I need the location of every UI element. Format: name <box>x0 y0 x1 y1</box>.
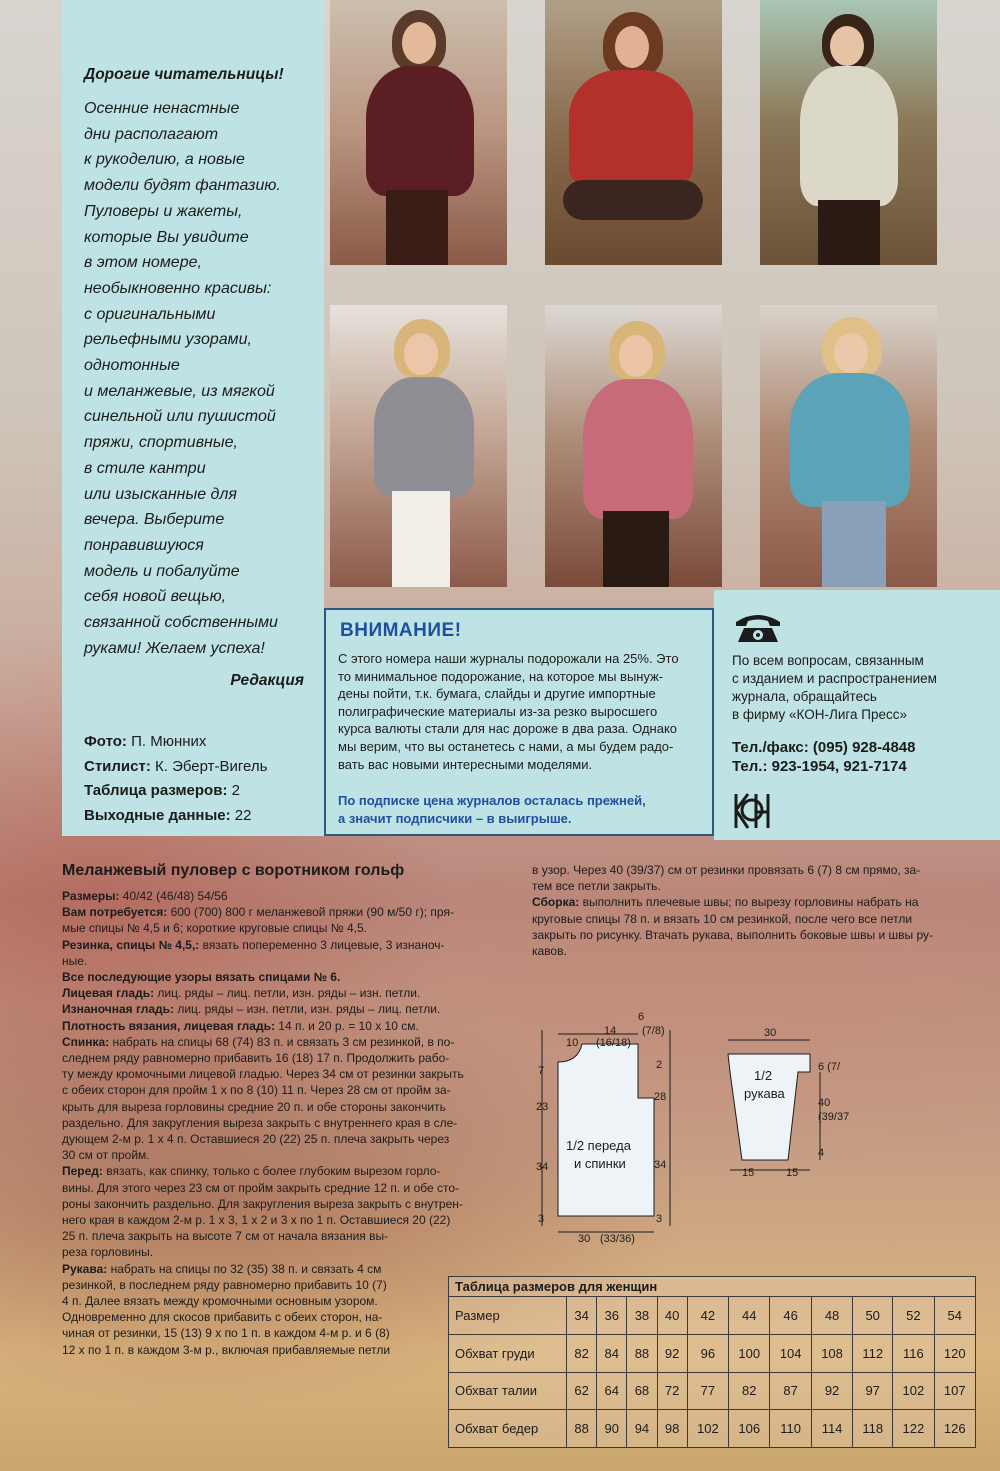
dim-label: 2 <box>656 1059 663 1071</box>
intro-greeting: Дорогие читательницы! <box>84 66 284 83</box>
size-table-cell: 106 <box>729 1410 770 1448</box>
dim-label: 6 <box>638 1011 645 1023</box>
intro-line: модель и побалуйте <box>84 562 240 580</box>
pattern-text: вязать попеременно 3 лицевые, 3 изнаноч- <box>199 937 445 952</box>
publisher-logo-icon <box>732 788 772 834</box>
size-table-cell: 107 <box>934 1372 975 1410</box>
telephone-icon <box>734 612 782 644</box>
pattern-line <box>62 920 502 936</box>
pattern-text: вины. Для этого через 23 см от пройм закрыть средние 12 п. и обе сто- <box>62 1180 460 1195</box>
size-table-cell: 94 <box>627 1410 657 1448</box>
credit-size-table <box>84 779 267 804</box>
pattern-line <box>62 1180 502 1196</box>
notice-line: курса валюты стали для нас дороже в два раза. Однако <box>338 721 678 737</box>
contact-panel <box>714 590 1000 840</box>
pattern-term: Перед: <box>62 1164 103 1179</box>
size-table-cell: 50 <box>853 1297 893 1335</box>
intro-line: дни располагают <box>84 125 219 143</box>
size-table-cell: 112 <box>853 1334 893 1372</box>
intro-line: рельефными узорами, <box>84 331 252 349</box>
pattern-instructions <box>62 888 502 1358</box>
pattern-text: закрыть по рисунку. Втачать рукава, выполнить боковые швы и швы ру- <box>532 927 934 942</box>
pattern-text: лиц. ряды – лиц. петли, изн. ряды – изн. петли. <box>154 986 421 1001</box>
pattern-text: круговые спицы 78 п. и вязать 10 см резинкой, после чего все петли <box>532 911 913 926</box>
pattern-line <box>62 888 502 904</box>
intro-line: пряжи, спортивные, <box>84 434 238 452</box>
pattern-text: набрать на спицы по 32 (35) 38 п. и связать 4 см <box>107 1261 382 1276</box>
intro-line: понравившуюся <box>84 536 204 554</box>
dim-label: 6 (7/ <box>818 1061 841 1073</box>
pattern-text: набрать на спицы 68 (74) 83 п. и связать 3 см резинкой, в по- <box>109 1034 455 1049</box>
pattern-line <box>532 862 977 878</box>
pattern-text: 600 (700) 800 г меланжевой пряжи (90 м/50 г); пря- <box>167 905 454 920</box>
intro-line: или изысканные для <box>84 485 237 503</box>
intro-line: синельной или пушистой <box>84 408 276 426</box>
intro-line: необыкновенно красивы: <box>84 279 272 297</box>
size-table-cell: 98 <box>657 1410 687 1448</box>
pattern-line <box>62 1309 502 1325</box>
phone-fax: Тел./факс: (095) 928-4848 <box>732 739 916 756</box>
size-table-cell: 88 <box>627 1334 657 1372</box>
dim-label: 3 <box>538 1213 545 1225</box>
pattern-text: выполнить плечевые швы; по вырезу горловины набрать на <box>579 895 919 910</box>
notice-subscription <box>338 792 704 828</box>
pattern-line <box>532 878 977 894</box>
pattern-line <box>62 1277 502 1293</box>
pattern-text: него края в каждом 2-м р. 1 х 3, 1 х 2 и 3 х по 1 п. Оставшиеся 20 (22) <box>62 1213 451 1228</box>
pattern-text: Одновременно для скосов прибавить с обеих сторон, на- <box>62 1310 383 1325</box>
dim-label: 34 <box>654 1159 667 1171</box>
size-table-cell: 52 <box>893 1297 934 1335</box>
pattern-text: роны закончить раздельно. Для закругления выреза закрыть с внутрен- <box>62 1196 463 1211</box>
size-table <box>448 1276 976 1448</box>
pattern-text: 30 см от пройм. <box>62 1148 150 1163</box>
size-table-cell: 36 <box>597 1297 627 1335</box>
photo-model-3 <box>760 0 937 265</box>
pattern-line <box>62 1244 502 1260</box>
contact-line: По всем вопросам, связанным <box>732 653 924 668</box>
pattern-line <box>62 1293 502 1309</box>
pattern-line <box>532 943 977 959</box>
pattern-term: Плотность вязания, лицевая гладь: <box>62 1018 275 1033</box>
notice-line: вать вас новыми интересными моделями. <box>338 756 593 772</box>
dim-label: 34 <box>536 1161 549 1173</box>
dim-label: 28 <box>654 1091 667 1103</box>
size-table-row <box>449 1297 976 1335</box>
photo-model-6 <box>760 305 937 587</box>
pattern-line <box>62 1115 502 1131</box>
notice-line: дены пойти, т.к. бумага, слайды и другие импортные <box>338 686 656 702</box>
pattern-line <box>62 1018 502 1034</box>
pattern-text: реза горловины. <box>62 1245 154 1260</box>
pattern-line <box>62 1196 502 1212</box>
credit-label: Фото: <box>84 733 127 750</box>
dim-label: 30 <box>764 1027 777 1039</box>
size-table-cell: 114 <box>811 1410 852 1448</box>
pattern-text: следнем ряду равномерно прибавить 16 (18) 17 п. Продолжить рабо- <box>62 1051 450 1066</box>
credit-stylist <box>84 755 267 780</box>
size-table-row <box>449 1372 976 1410</box>
pattern-text: чиная от резинки, 15 (13) 9 х по 1 п. в каждом 4-м р. и 6 (8) <box>62 1326 390 1341</box>
size-table-cell: 102 <box>893 1372 934 1410</box>
size-table-cell: 122 <box>893 1410 934 1448</box>
pattern-line <box>62 1261 502 1277</box>
intro-line: в стиле кантри <box>84 459 206 477</box>
size-table-cell: 42 <box>687 1297 728 1335</box>
intro-text <box>84 96 316 661</box>
pattern-line <box>62 985 502 1001</box>
size-table-cell: 34 <box>567 1297 597 1335</box>
size-table-cell: 92 <box>657 1334 687 1372</box>
dim-label: 30 <box>578 1233 591 1245</box>
pattern-line <box>62 1342 502 1358</box>
size-table-cell: 126 <box>934 1410 975 1448</box>
pattern-line <box>532 894 977 910</box>
pattern-line <box>62 1050 502 1066</box>
pattern-text: с обеих сторон для пройм 1 х по 8 (10) 11 п. Через 28 см от пройм за- <box>62 1083 451 1098</box>
intro-line: модели будят фантазию. <box>84 177 281 195</box>
notice-line: С этого номера наши журналы подорожали на 25%. Это <box>338 651 679 666</box>
dim-label: 3 <box>656 1213 663 1225</box>
body-piece-label: 1/2 переда <box>566 1138 631 1153</box>
pattern-text: в узор. Через 40 (39/37) см от резинки провязать 6 (7) 8 см прямо, за- <box>532 863 921 877</box>
credit-imprint <box>84 804 267 829</box>
dim-label: 40 <box>818 1097 831 1109</box>
photo-model-5 <box>545 305 722 587</box>
pattern-text: 12 х по 1 п. в каждом 3-м р., включая прибавляемые петли <box>62 1342 391 1357</box>
size-table-cell: 48 <box>811 1297 852 1335</box>
pattern-term: Лицевая гладь: <box>62 986 155 1001</box>
dim-label: 23 <box>536 1101 549 1113</box>
dim-label: 15 <box>742 1167 755 1179</box>
size-table-cell: 77 <box>687 1372 728 1410</box>
pattern-instructions-continued <box>532 862 977 959</box>
size-table-cell: 118 <box>853 1410 893 1448</box>
intro-line: Пуловеры и жакеты, <box>84 202 243 220</box>
pattern-line <box>62 953 502 969</box>
pattern-title: Меланжевый пуловер с воротником гольф <box>62 862 405 879</box>
size-table-cell: 116 <box>893 1334 934 1372</box>
size-table-cell: 68 <box>627 1372 657 1410</box>
pattern-line <box>532 911 977 927</box>
pattern-term: Спинка: <box>62 1034 110 1049</box>
size-table-cell: 72 <box>657 1372 687 1410</box>
intro-line: Осенние ненастные <box>84 100 240 117</box>
size-table-cell: 82 <box>567 1334 597 1372</box>
photo-model-4 <box>330 305 507 587</box>
intro-line: с оригинальными <box>84 305 216 323</box>
notice-line: то минимальное подорожание, на которое мы вынуж- <box>338 668 664 684</box>
pattern-term: Вам потребуется: <box>62 905 168 920</box>
pattern-term: Размеры: <box>62 889 120 903</box>
size-table-cell: 100 <box>729 1334 770 1372</box>
pattern-text: лиц. ряды – изн. петли, изн. ряды – лиц. петли. <box>174 1002 441 1017</box>
intro-line: себя новой вещью, <box>84 588 227 606</box>
pattern-term: Сборка: <box>532 895 580 910</box>
notice-line: полиграфические материалы из-за резко выросшего <box>338 703 658 719</box>
pattern-line <box>62 1099 502 1115</box>
intro-line: связанной собственными <box>84 614 278 632</box>
pattern-text: мые спицы № 4,5 и 6; короткие круговые спицы № 4,5. <box>62 921 367 936</box>
pattern-text: вязать, как спинку, только с более глубоким вырезом горло- <box>102 1164 441 1179</box>
pattern-text: кавов. <box>532 944 567 959</box>
dim-label: 7 <box>538 1065 545 1077</box>
size-table-cell: 88 <box>567 1410 597 1448</box>
pattern-line <box>62 1001 502 1017</box>
pattern-term: Все последующие узоры вязать спицами № 6. <box>62 970 341 985</box>
subscription-line: а значит подписчики – в выигрыше. <box>338 811 572 826</box>
pattern-schematic <box>520 1010 860 1250</box>
pattern-line <box>62 1212 502 1228</box>
size-table-cell: 62 <box>567 1372 597 1410</box>
credit-value: 22 <box>234 806 252 824</box>
pattern-line <box>62 969 502 985</box>
pattern-line <box>62 1066 502 1082</box>
pattern-term: Изнаночная гладь: <box>62 1002 175 1017</box>
dim-label: (7/8) <box>642 1025 665 1037</box>
contact-phones <box>732 738 915 776</box>
credit-photo <box>84 730 267 755</box>
notice-line: мы верим, что вы останетесь с нами, а мы будем радо- <box>338 738 674 754</box>
intro-line: руками! Желаем успеха! <box>84 639 265 657</box>
intro-line: однотонные <box>84 357 180 375</box>
credit-label: Стилист: <box>84 757 151 775</box>
pattern-term: Резинка, спицы № 4,5,: <box>62 937 200 952</box>
contact-line: журнала, обращайтесь <box>732 689 877 704</box>
pattern-line <box>62 1228 502 1244</box>
photo-model-2 <box>545 0 722 265</box>
pattern-term: Рукава: <box>62 1261 108 1276</box>
contact-text <box>732 652 937 724</box>
dim-label: (16/18) <box>596 1037 631 1049</box>
pattern-text: 4 п. Далее вязать между кромочными основным узором. <box>62 1294 378 1309</box>
dim-label: (33/36) <box>600 1233 635 1245</box>
contact-line: в фирму «КОН-Лига Пресс» <box>732 707 907 722</box>
pattern-line <box>532 927 977 943</box>
notice-box <box>324 608 714 836</box>
intro-line: вечера. Выберите <box>84 511 225 529</box>
pattern-text: тем все петли закрыть. <box>532 879 661 894</box>
size-table-cell: 87 <box>770 1372 811 1410</box>
pattern-text: ные. <box>62 953 88 968</box>
dim-label: 10 <box>566 1037 579 1049</box>
dim-label: 15 <box>786 1167 799 1179</box>
size-table-cell: 102 <box>687 1410 728 1448</box>
size-table-row <box>449 1410 976 1448</box>
credit-value: 2 <box>231 782 240 799</box>
sleeve-piece-label: рукава <box>744 1086 785 1101</box>
credit-label: Таблица размеров: <box>84 782 228 799</box>
intro-line: и меланжевые, из мягкой <box>84 382 275 400</box>
pattern-line <box>62 1163 502 1179</box>
size-table-cell: 92 <box>811 1372 852 1410</box>
pattern-text: резинкой, в последнем ряду равномерно прибавить 10 (7) <box>62 1277 387 1292</box>
size-table-cell: 64 <box>597 1372 627 1410</box>
notice-body <box>338 650 704 773</box>
pattern-text: дующем 2-м р. 1 х 4 п. Оставшиеся 20 (22) 25 п. плеча закрыть через <box>62 1132 450 1147</box>
photo-model-1 <box>330 0 507 265</box>
size-table-row-label: Обхват бедер <box>449 1410 567 1448</box>
credit-label: Выходные данные: <box>84 806 231 824</box>
size-table-cell: 108 <box>811 1334 852 1372</box>
intro-line: которые Вы увидите <box>84 228 249 246</box>
dim-label: 14 <box>604 1025 617 1037</box>
notice-title: ВНИМАНИЕ! <box>340 620 462 641</box>
phone-numbers: Тел.: 923-1954, 921-7174 <box>732 758 907 775</box>
size-table-cell: 96 <box>687 1334 728 1372</box>
size-table-cell: 84 <box>597 1334 627 1372</box>
size-table-caption: Таблица размеров для женщин <box>448 1276 976 1296</box>
pattern-line <box>62 1325 502 1341</box>
size-table-cell: 44 <box>729 1297 770 1335</box>
size-table-row-label: Размер <box>449 1297 567 1335</box>
size-table-row-label: Обхват груди <box>449 1334 567 1372</box>
pattern-text: 14 п. и 20 р. = 10 х 10 см. <box>274 1018 419 1033</box>
sleeve-piece-label: 1/2 <box>754 1068 773 1083</box>
size-table-cell: 104 <box>770 1334 811 1372</box>
intro-line: к рукоделию, а новые <box>84 151 245 169</box>
body-piece-label: и спинки <box>574 1156 626 1171</box>
pattern-line <box>62 1082 502 1098</box>
size-table-cell: 38 <box>627 1297 657 1335</box>
size-table-cell: 46 <box>770 1297 811 1335</box>
size-table-cell: 120 <box>934 1334 975 1372</box>
size-table-cell: 82 <box>729 1372 770 1410</box>
pattern-line <box>62 1131 502 1147</box>
size-table-row-label: Обхват талии <box>449 1372 567 1410</box>
pattern-line <box>62 937 502 953</box>
size-table-row <box>449 1334 976 1372</box>
dim-label: (39/37 <box>818 1111 850 1123</box>
size-table-cell: 110 <box>770 1410 811 1448</box>
credits <box>84 730 267 828</box>
intro-signature: Редакция <box>230 672 304 689</box>
credit-value: К. Эберт-Вигель <box>155 757 268 775</box>
pattern-text: ту между кромочными лицевой гладью. Через 34 см от резинки закрыть <box>62 1067 464 1082</box>
pattern-line <box>62 1034 502 1050</box>
pattern-text: крыть для выреза горловины средние 20 п. и обе стороны закончить <box>62 1099 446 1114</box>
pattern-text: 40/42 (46/48) 54/56 <box>119 889 228 903</box>
pattern-text: раздельно. Для закругления выреза закрыть с внутреннего края в сле- <box>62 1115 458 1130</box>
size-table-cell: 90 <box>597 1410 627 1448</box>
size-table-cell: 97 <box>853 1372 893 1410</box>
pattern-line <box>62 904 502 920</box>
size-table-cell: 54 <box>934 1297 975 1335</box>
intro-line: в этом номере, <box>84 254 202 272</box>
size-table-cell: 40 <box>657 1297 687 1335</box>
credit-value: П. Мюнних <box>131 733 207 750</box>
contact-line: с изданием и распространением <box>732 671 937 686</box>
dim-label: 4 <box>818 1147 825 1159</box>
pattern-line <box>62 1147 502 1163</box>
subscription-line: По подписке цена журналов осталась прежней, <box>338 793 646 808</box>
pattern-text: 25 п. плеча закрыть на высоте 7 см от начала вязания вы- <box>62 1229 389 1244</box>
